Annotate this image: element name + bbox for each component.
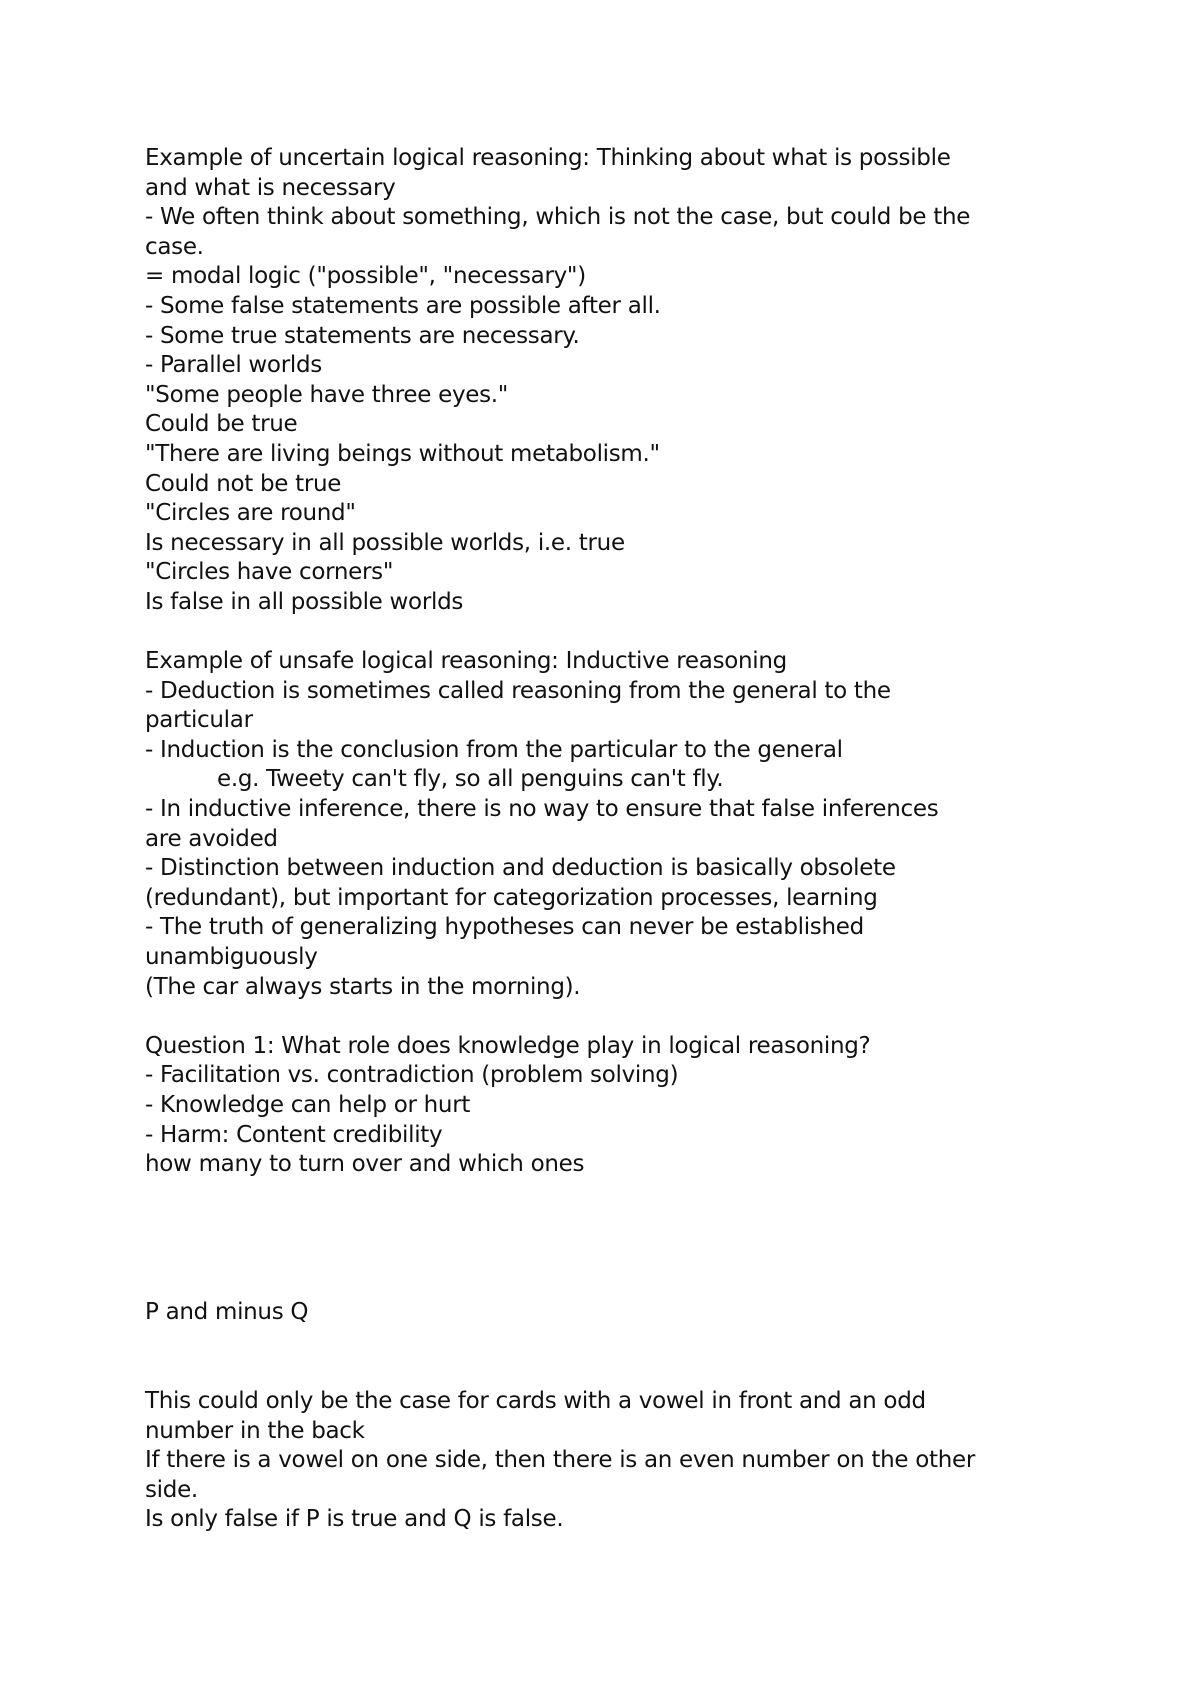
text-line: - Induction is the conclusion from the particular to the general xyxy=(145,736,843,763)
text-line: = modal logic ("possible", "necessary") xyxy=(145,263,586,290)
text-line: number in the back xyxy=(145,1417,365,1444)
text-line: Could not be true xyxy=(145,470,342,497)
text-line: "There are living beings without metabolism." xyxy=(145,440,660,467)
text-line: - Facilitation vs. contradiction (problem solving) xyxy=(145,1062,679,1089)
text-line: - Distinction between induction and deduction is basically obsolete xyxy=(145,855,896,882)
text-line: - Deduction is sometimes called reasoning from the general to the xyxy=(145,677,891,704)
text-line: - Harm: Content credibility xyxy=(145,1121,443,1148)
blank-line xyxy=(145,1357,1085,1387)
text-line: "Circles are round" xyxy=(145,500,356,527)
blank-line xyxy=(145,1239,1085,1269)
text-line: Example of unsafe logical reasoning: Inductive reasoning xyxy=(145,648,787,675)
text-line: case. xyxy=(145,233,204,260)
text-line: - In inductive inference, there is no way to ensure that false inferences xyxy=(145,796,939,823)
text-line: Is false in all possible worlds xyxy=(145,588,464,615)
text-line: unambiguously xyxy=(145,944,318,971)
text-line: P and minus Q xyxy=(145,1299,309,1326)
blank-line xyxy=(145,1209,1085,1239)
text-line: Is necessary in all possible worlds, i.e. true xyxy=(145,529,625,556)
text-line: This could only be the case for cards with a vowel in front and an odd xyxy=(145,1387,926,1414)
blank-line xyxy=(145,1180,1085,1210)
text-line: Could be true xyxy=(145,411,298,438)
text-line: - Some false statements are possible after all. xyxy=(145,292,661,319)
text-line: - Some true statements are necessary. xyxy=(145,322,580,349)
blank-line xyxy=(145,1269,1085,1299)
text-line: how many to turn over and which ones xyxy=(145,1151,585,1178)
text-line: - Parallel worlds xyxy=(145,352,322,379)
text-line: Question 1: What role does knowledge play in logical reasoning? xyxy=(145,1032,871,1059)
text-line: particular xyxy=(145,707,253,734)
text-line: Example of uncertain logical reasoning: Thinking about what is possible xyxy=(145,145,951,171)
document-text xyxy=(145,144,1085,1535)
text-line: If there is a vowel on one side, then there is an even number on the other xyxy=(145,1447,976,1474)
text-line: (redundant), but important for categorization processes, learning xyxy=(145,884,878,911)
blank-line xyxy=(145,618,1085,648)
text-line: are avoided xyxy=(145,825,278,852)
indented-text-line: e.g. Tweety can't fly, so all penguins can't fly. xyxy=(217,766,724,793)
text-line: - The truth of generalizing hypotheses can never be established xyxy=(145,914,864,941)
text-line: "Some people have three eyes." xyxy=(145,381,509,408)
text-line: Is only false if P is true and Q is false. xyxy=(145,1506,564,1533)
text-line: and what is necessary xyxy=(145,174,396,201)
text-line: (The car always starts in the morning). xyxy=(145,973,581,1000)
text-line: - Knowledge can help or hurt xyxy=(145,1092,471,1118)
blank-line xyxy=(145,1002,1085,1032)
text-line: - We often think about something, which is not the case, but could be the xyxy=(145,204,971,231)
text-line: side. xyxy=(145,1476,198,1503)
text-line: "Circles have corners" xyxy=(145,559,394,586)
blank-line xyxy=(145,1328,1085,1358)
